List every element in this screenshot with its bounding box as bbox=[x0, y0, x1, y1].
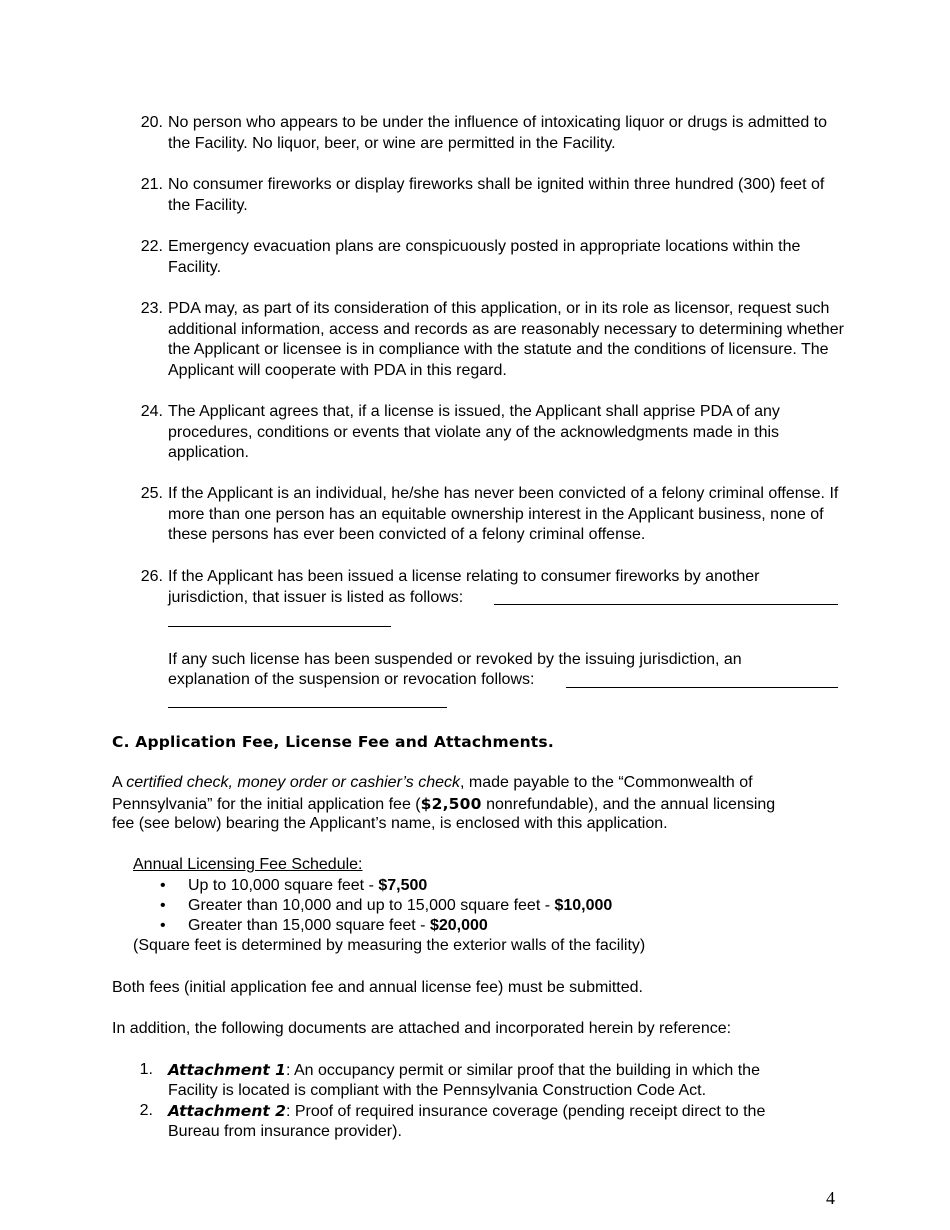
intro-text: A bbox=[112, 774, 127, 791]
payment-methods: certified check, money order or cashier’s check bbox=[126, 774, 461, 791]
bullet-icon: • bbox=[160, 877, 166, 894]
attachment-text-line: Bureau from insurance provider). bbox=[168, 1123, 402, 1140]
fee-item-amount: $20,000 bbox=[429, 917, 488, 934]
intro-line: fee (see below) bearing the Applicant’s name, is enclosed with this application. bbox=[112, 815, 668, 832]
item-text-line: jurisdiction, that issuer is listed as follows: bbox=[168, 589, 464, 606]
fee-item bbox=[188, 876, 427, 897]
attachment-item bbox=[168, 1060, 848, 1082]
item-number: 26. bbox=[140, 568, 163, 585]
item-text: No consumer fireworks or display fireworks shall be ignited within three hundred (300) feet of the Facility. bbox=[168, 176, 825, 214]
issuer-blank-line[interactable] bbox=[494, 604, 838, 605]
item-text: If the Applicant is an individual, he/she has never been convicted of a felony criminal offense. If more than one person has an equitable ownership interest in the Applicant business, none of these persons has ever been convicted of a felony criminal offense. bbox=[168, 485, 839, 543]
item-number: 24. bbox=[140, 403, 163, 420]
section-heading: C. Application Fee, License Fee and Attachments. bbox=[112, 733, 554, 751]
both-fees-text: Both fees (initial application fee and annual license fee) must be submitted. bbox=[112, 979, 643, 996]
item-text: The Applicant agrees that, if a license is issued, the Applicant shall apprise PDA of any procedures, conditions or events that violate any of the acknowledgments made in this application. bbox=[168, 403, 780, 461]
intro-text: Pennsylvania” for the initial application fee ( bbox=[112, 796, 421, 813]
intro-line bbox=[112, 773, 753, 794]
fee-item-label: Greater than 15,000 square feet - bbox=[188, 917, 430, 934]
fee-item-amount: $7,500 bbox=[378, 877, 428, 894]
item-number: 22. bbox=[140, 238, 163, 255]
item-text: No person who appears to be under the influence of intoxicating liquor or drugs is admitted to the Facility. No liquor, beer, or wine are permitted in the Facility. bbox=[168, 114, 828, 152]
issuer-blank-line-continued[interactable] bbox=[168, 626, 391, 627]
item-number: 23. bbox=[140, 300, 163, 317]
intro-text: , made payable to the “Commonwealth of bbox=[460, 774, 753, 791]
attachment-text-line: Facility is located is compliant with the Pennsylvania Construction Code Act. bbox=[168, 1082, 707, 1099]
item-text: PDA may, as part of its consideration of this application, or in its role as licensor, request such additional information, access and records as are reasonably necessary to determining whether the Applicant or licensee is in compliance with the statute and the conditions of licensure. The Applicant will cooperate with PDA in this regard. bbox=[168, 300, 844, 379]
item-text-line: If the Applicant has been issued a license relating to consumer fireworks by another bbox=[168, 568, 760, 585]
attachment-text: : An occupancy permit or similar proof that the building in which the bbox=[285, 1062, 760, 1079]
attachment-label: Attachment 2 bbox=[168, 1102, 286, 1120]
item-number: 25. bbox=[140, 485, 163, 502]
intro-line bbox=[112, 794, 775, 816]
page-number: 4 bbox=[826, 1188, 835, 1208]
item-number: 20. bbox=[140, 114, 163, 131]
attachment-number: 2. bbox=[139, 1102, 153, 1119]
fee-item bbox=[188, 916, 488, 937]
fee-note: (Square feet is determined by measuring the exterior walls of the facility) bbox=[133, 937, 646, 954]
in-addition-text: In addition, the following documents are attached and incorporated herein by reference: bbox=[112, 1020, 732, 1037]
item-text: Emergency evacuation plans are conspicuously posted in appropriate locations within the Facility. bbox=[168, 238, 801, 276]
fee-item-amount: $10,000 bbox=[554, 897, 613, 914]
attachment-text: : Proof of required insurance coverage (pending receipt direct to the bbox=[285, 1103, 766, 1120]
bullet-icon: • bbox=[160, 897, 166, 914]
intro-text: nonrefundable), and the annual licensing bbox=[481, 796, 776, 813]
item-number: 21. bbox=[140, 176, 163, 193]
explanation-blank-line-continued[interactable] bbox=[168, 707, 447, 708]
application-fee-amount: $2,500 bbox=[420, 795, 482, 813]
bullet-icon: • bbox=[160, 917, 166, 934]
explanation-blank-line[interactable] bbox=[566, 687, 838, 688]
attachment-number: 1. bbox=[139, 1061, 153, 1078]
fee-schedule-title: Annual Licensing Fee Schedule: bbox=[133, 856, 363, 873]
fee-item-label: Greater than 10,000 and up to 15,000 square feet - bbox=[188, 897, 555, 914]
fee-item bbox=[188, 896, 612, 917]
attachment-item bbox=[168, 1101, 848, 1123]
followup-text-line: explanation of the suspension or revocation follows: bbox=[168, 671, 535, 688]
attachment-label: Attachment 1 bbox=[168, 1061, 286, 1079]
fee-item-label: Up to 10,000 square feet - bbox=[188, 877, 379, 894]
followup-text-line: If any such license has been suspended or revoked by the issuing jurisdiction, an bbox=[168, 651, 742, 668]
